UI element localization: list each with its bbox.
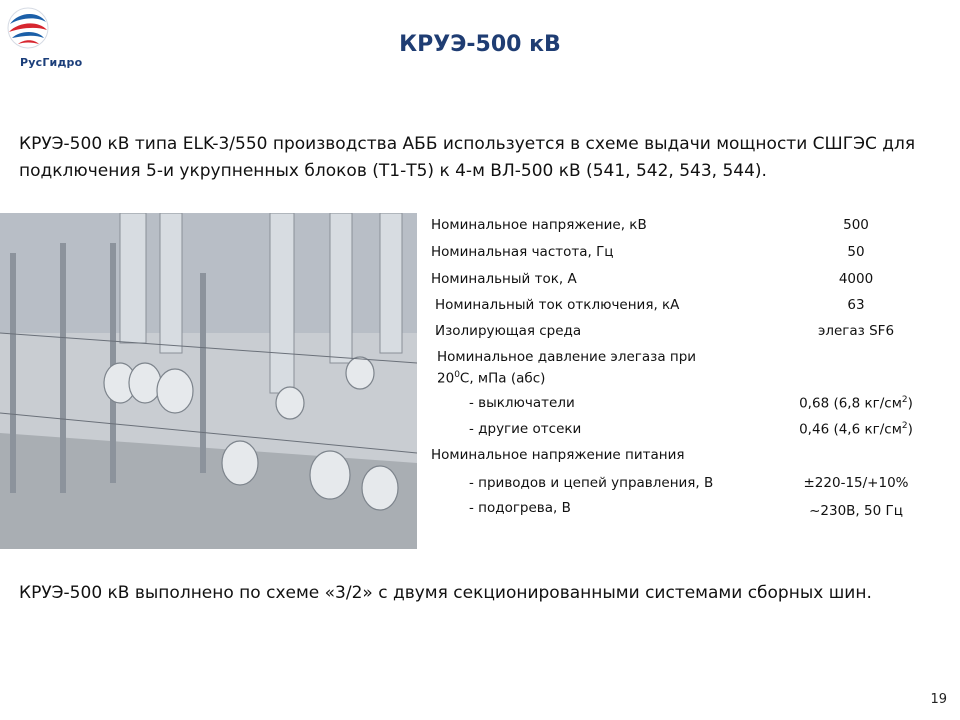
spec-label: Номинальное напряжение питания	[431, 447, 685, 463]
spec-value: 0,46 (4,6 $кг/см^2$)	[799, 421, 913, 438]
spec-label-line-2-suffix: С, мПа (абс)	[459, 370, 546, 387]
spec-label: Номинальное напряжение, кВ	[431, 217, 647, 233]
spec-value: 0,68 (6,8 $кг/см^2$)	[799, 395, 913, 412]
spec-label: Номинальный ток, А	[431, 271, 577, 287]
spec-value: ±220-15/+10%	[803, 475, 909, 491]
spec-label: Изолирующая среда	[435, 323, 582, 339]
spec-label: Номинальный ток отключения, кА	[435, 297, 680, 313]
spec-label: - выключатели	[469, 395, 575, 411]
spec-label-line-1: Номинальное давление элегаза при	[437, 349, 697, 365]
spec-value: 50	[847, 244, 865, 260]
spec-value: элегаз SF6	[817, 323, 895, 339]
spec-value: 63	[847, 297, 865, 313]
page-title: КРУЭ-500 кВ	[399, 32, 561, 57]
spec-label: - приводов и цепей управления, В	[469, 475, 714, 491]
page-number: 19	[930, 692, 947, 707]
outro-paragraph: КРУЭ-500 кВ выполнено по схеме «3/2» с двумя секционированными системами сборных шин.	[19, 583, 872, 603]
intro-paragraph: КРУЭ-500 кВ типа ELK-3/550 производства АББ используется в схеме выдачи мощности СШГЭС для подключения 5-и укрупненных блоков (Т1-Т5) к 4-м ВЛ-500 кВ (541, 542, 543, 544).	[19, 134, 916, 181]
logo-text: РусГидро	[20, 56, 83, 69]
spec-label-line-2-prefix: 20	[437, 370, 455, 387]
degree-superscript: 0	[454, 370, 460, 380]
spec-value: ~230В, 50 Гц	[809, 503, 903, 519]
spec-label	[437, 348, 737, 388]
spec-table	[431, 213, 951, 533]
switchgear-hall-photo	[0, 213, 417, 549]
spec-label: - другие отсеки	[469, 421, 582, 437]
spec-value: 4000	[838, 271, 874, 287]
spec-label: - подогрева, В	[469, 500, 571, 516]
spec-value: 500	[843, 217, 869, 233]
spec-label: Номинальная частота, Гц	[431, 244, 614, 260]
